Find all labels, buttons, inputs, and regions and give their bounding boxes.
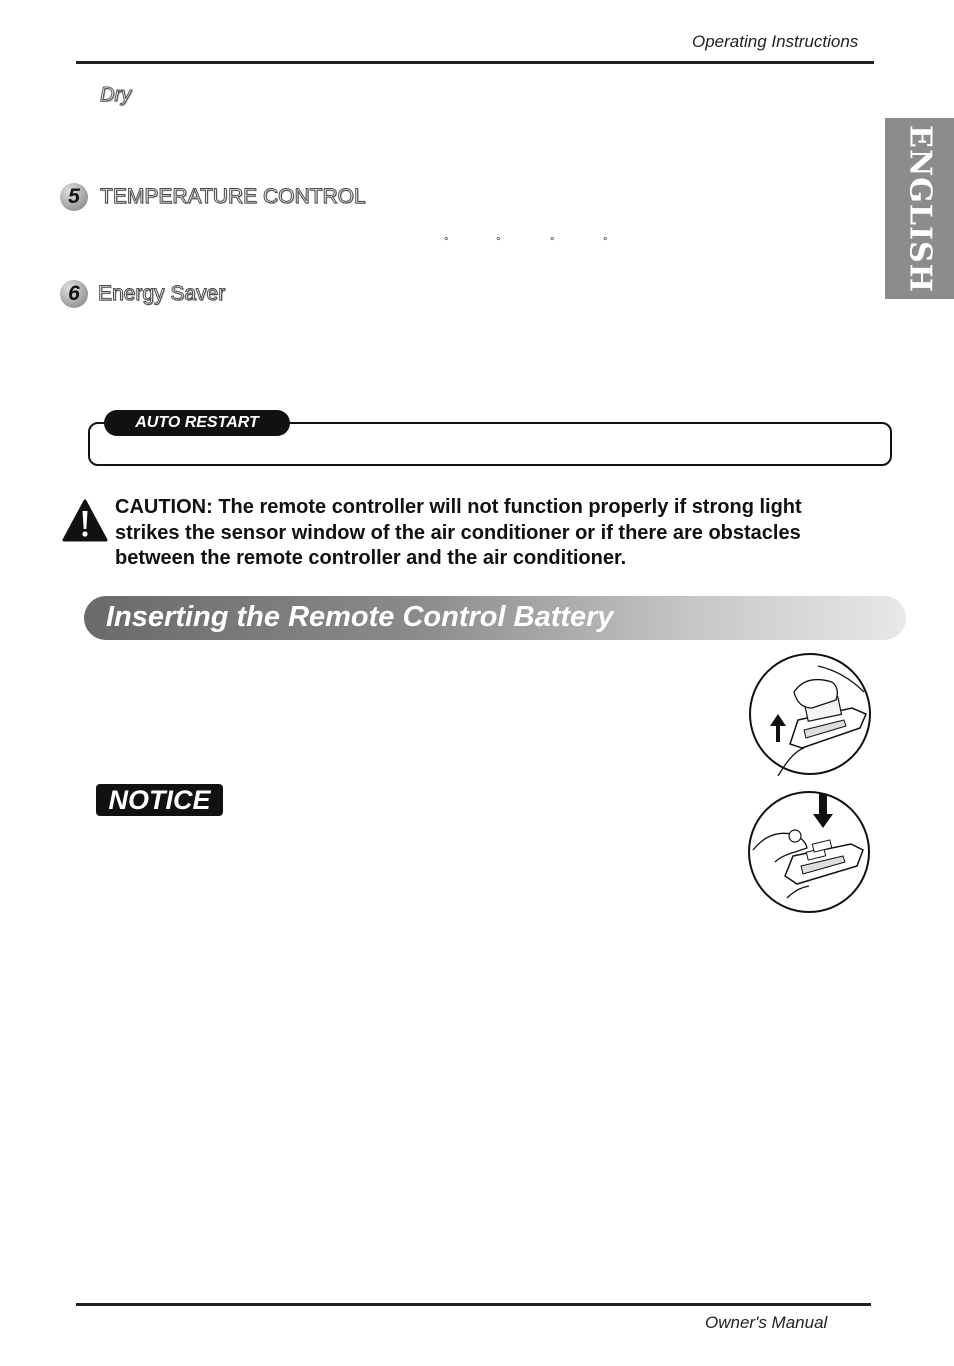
degree-mark: ° [444,236,449,248]
auto-restart-label: AUTO RESTART [104,410,290,436]
battery-section-banner [84,596,906,640]
notice-label: NOTICE [96,784,223,816]
battery-insert-illustration [747,790,871,914]
warning-triangle-icon [62,499,108,543]
footer-rule [76,1303,871,1306]
dry-heading: Dry [100,84,132,106]
header-title: Operating Instructions [692,32,859,51]
degree-mark: ° [603,236,608,248]
caution-body: The remote controller will not function properly if strong light strikes the sensor window of the air conditioner or if there are obstacles between the remote controller and the air conditioner. [115,496,802,569]
section-title-temperature-control: TEMPERATURE CONTROL [100,185,366,208]
language-tab-label: ENGLISH [902,124,937,293]
header-rule [76,61,874,64]
language-tab [885,118,954,299]
degree-mark: ° [550,236,555,248]
caution-lead: CAUTION: [115,496,213,518]
section-number-6: 6 [60,280,88,308]
degree-mark: ° [496,236,501,248]
section-number-5: 5 [60,183,88,211]
section-title-energy-saver: Energy Saver [98,282,226,305]
battery-section-title: Inserting the Remote Control Battery [106,601,614,633]
caution-message [115,495,835,572]
footer-title: Owner's Manual [705,1313,828,1332]
battery-cover-remove-illustration [748,652,872,776]
